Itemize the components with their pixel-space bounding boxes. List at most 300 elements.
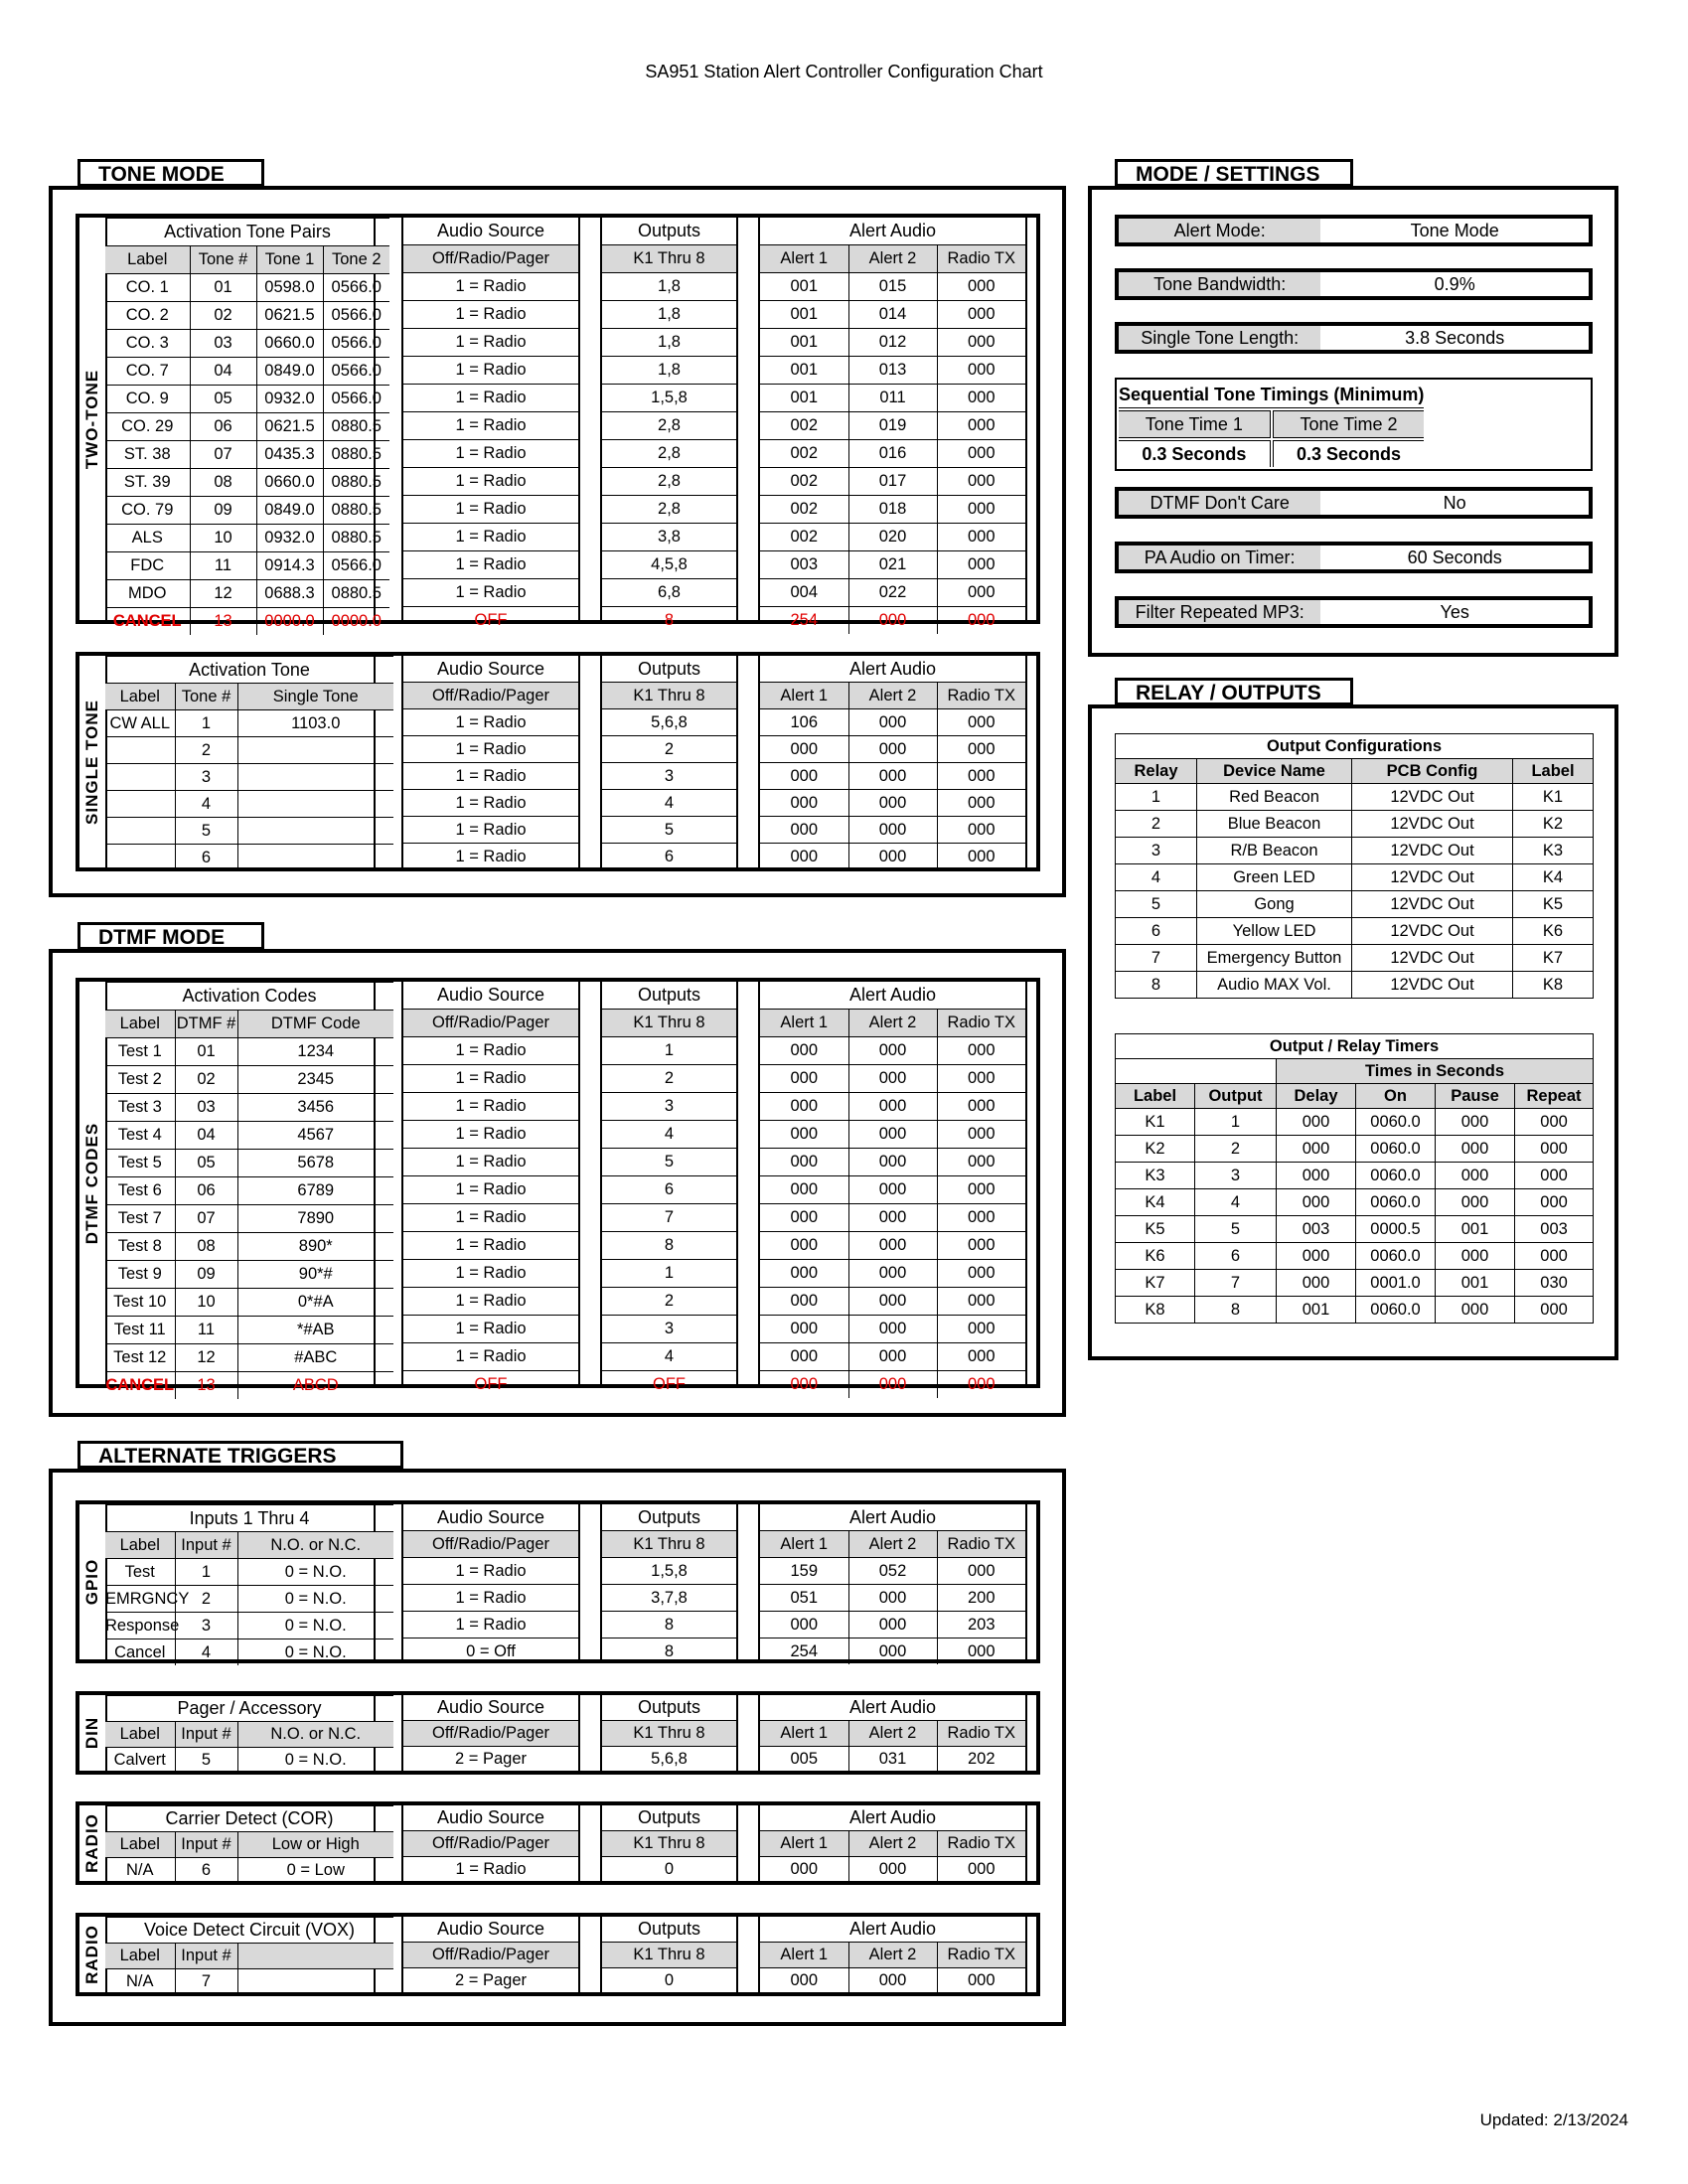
table-cell: CANCEL bbox=[105, 1372, 175, 1400]
alert-audio-block bbox=[758, 218, 1027, 629]
table-cell: 0000.0 bbox=[256, 608, 323, 636]
table-cell: 000 bbox=[760, 1968, 848, 1994]
table-cell: K2 bbox=[1116, 1136, 1195, 1163]
table-cell: 000 bbox=[848, 817, 937, 844]
table-row bbox=[760, 1968, 1025, 1994]
table-cell: K6 bbox=[1116, 1243, 1195, 1270]
table-cell: 09 bbox=[175, 1261, 237, 1289]
table-cell: K2 bbox=[1513, 811, 1594, 838]
single-tone-length-value: 3.8 Seconds bbox=[1405, 328, 1505, 348]
table-row bbox=[602, 1037, 736, 1065]
table-cell: 0880.5 bbox=[323, 413, 389, 441]
activation-col-header: N.O. or N.C. bbox=[237, 1532, 393, 1559]
alert-col-header: Alert 1 bbox=[760, 683, 848, 709]
table-cell: 202 bbox=[937, 1747, 1025, 1773]
table-row bbox=[602, 551, 736, 579]
table-cell: Gong bbox=[1197, 891, 1352, 918]
dtmf-dont-care-setting bbox=[1115, 487, 1593, 519]
table-row bbox=[760, 1857, 1025, 1883]
table-cell: CW ALL bbox=[105, 710, 175, 737]
table-cell: 0 = N.O. bbox=[237, 1559, 393, 1586]
table-cell: 2,8 bbox=[602, 412, 736, 440]
din-group bbox=[76, 1691, 1040, 1775]
two-tone-group bbox=[76, 214, 1040, 630]
group-side-label bbox=[79, 218, 107, 620]
table-cell: 0*#A bbox=[237, 1289, 393, 1317]
table-cell: 1 = Radio bbox=[403, 763, 578, 790]
table-row bbox=[403, 1371, 578, 1399]
activation-col-header: N.O. or N.C. bbox=[237, 1722, 393, 1748]
table-cell: 000 bbox=[1515, 1297, 1594, 1324]
table-cell: 11 bbox=[175, 1317, 237, 1344]
table-cell: 001 bbox=[760, 385, 848, 412]
side-label-text: DTMF CODES bbox=[82, 1122, 101, 1244]
table-cell: 0 = N.O. bbox=[237, 1748, 393, 1774]
table-cell: 000 bbox=[848, 1260, 937, 1288]
table-row bbox=[602, 468, 736, 496]
table-cell: 0849.0 bbox=[256, 497, 323, 525]
table-cell: 000 bbox=[848, 763, 937, 790]
table-cell: 1 = Radio bbox=[403, 1176, 578, 1204]
table-cell: 8 bbox=[1195, 1297, 1277, 1324]
table-row bbox=[105, 274, 389, 302]
table-row bbox=[602, 412, 736, 440]
outputs-block bbox=[600, 982, 738, 1393]
table-row bbox=[403, 385, 578, 412]
table-row bbox=[602, 763, 736, 790]
table-cell: 3 bbox=[602, 1093, 736, 1121]
alert-col-header: Alert 2 bbox=[848, 1721, 937, 1747]
table-row bbox=[602, 1968, 736, 1994]
table-cell: 3 bbox=[1116, 838, 1197, 864]
alert-audio-header: Alert Audio bbox=[760, 1504, 1025, 1531]
table-cell: 5 bbox=[175, 818, 237, 845]
table-cell: 0566.0 bbox=[323, 330, 389, 358]
table-cell: 7890 bbox=[237, 1205, 393, 1233]
side-label-text: RADIO bbox=[82, 1925, 101, 1984]
sequential-tone-timings bbox=[1115, 378, 1593, 471]
table-cell: 4 bbox=[175, 791, 237, 818]
table-cell: 4567 bbox=[237, 1122, 393, 1150]
table-cell: 1,8 bbox=[602, 301, 736, 329]
table-cell: 000 bbox=[848, 1371, 937, 1399]
audio-source-block bbox=[401, 1504, 580, 1659]
outputs-header: Outputs bbox=[602, 1805, 736, 1831]
table-cell: 6 bbox=[602, 844, 736, 870]
output-configurations-title: Output Configurations bbox=[1116, 734, 1594, 759]
audio-source-header: Audio Source bbox=[403, 656, 578, 683]
outputs-block bbox=[600, 1695, 738, 1771]
table-row bbox=[105, 1289, 393, 1317]
alert-col-header: Alert 1 bbox=[760, 1831, 848, 1857]
table-cell: 2,8 bbox=[602, 468, 736, 496]
table-cell: CO. 7 bbox=[105, 358, 190, 386]
table-cell: 1 = Radio bbox=[403, 1065, 578, 1093]
table-cell: 002 bbox=[760, 496, 848, 524]
table-cell: 5,6,8 bbox=[602, 1747, 736, 1773]
side-label-text: SINGLE TONE bbox=[82, 699, 101, 825]
alert-col-header: Alert 2 bbox=[848, 1831, 937, 1857]
table-cell: 05 bbox=[175, 1150, 237, 1177]
outputs-block bbox=[600, 1917, 738, 1992]
table-cell: 1 = Radio bbox=[403, 524, 578, 551]
table-cell: 000 bbox=[760, 1343, 848, 1371]
table-cell: 0849.0 bbox=[256, 358, 323, 386]
activation-col-header: Label bbox=[105, 1832, 175, 1858]
table-cell: 000 bbox=[937, 1968, 1025, 1994]
table-row bbox=[760, 1288, 1025, 1316]
table-cell: 000 bbox=[848, 607, 937, 635]
table-row bbox=[105, 845, 393, 871]
table-row bbox=[602, 1585, 736, 1612]
table-cell: 3456 bbox=[237, 1094, 393, 1122]
outputs-subheader: K1 Thru 8 bbox=[602, 1010, 736, 1037]
audio-source-subheader: Off/Radio/Pager bbox=[403, 1721, 578, 1747]
table-cell: CO. 29 bbox=[105, 413, 190, 441]
outputs-subheader: K1 Thru 8 bbox=[602, 1531, 736, 1558]
activation-block bbox=[105, 656, 376, 867]
table-cell: 12VDC Out bbox=[1352, 891, 1513, 918]
table-cell: R/B Beacon bbox=[1197, 838, 1352, 864]
table-row bbox=[105, 737, 393, 764]
table-row bbox=[602, 357, 736, 385]
table-cell: K5 bbox=[1513, 891, 1594, 918]
table-cell: 000 bbox=[1515, 1189, 1594, 1216]
group-side-label bbox=[79, 982, 107, 1384]
table-row bbox=[105, 302, 389, 330]
table-cell: 000 bbox=[760, 1371, 848, 1399]
alert-col-header: Alert 2 bbox=[848, 245, 937, 273]
table-cell: 1 = Radio bbox=[403, 1288, 578, 1316]
table-row bbox=[403, 329, 578, 357]
table-cell: Blue Beacon bbox=[1197, 811, 1352, 838]
table-row bbox=[105, 1261, 393, 1289]
table-cell: 0060.0 bbox=[1356, 1109, 1436, 1136]
activation-block bbox=[105, 1805, 376, 1881]
tone-bandwidth-label: Tone Bandwidth: bbox=[1119, 272, 1320, 296]
table-cell: 2 bbox=[1116, 811, 1197, 838]
table-cell: 8 bbox=[602, 1638, 736, 1665]
activation-block bbox=[105, 1695, 376, 1771]
table-cell: 0880.5 bbox=[323, 525, 389, 552]
table-cell: 6789 bbox=[237, 1177, 393, 1205]
table-row bbox=[403, 273, 578, 301]
table-cell: 000 bbox=[760, 1093, 848, 1121]
table-cell: CANCEL bbox=[105, 608, 190, 636]
table-cell: 052 bbox=[848, 1558, 937, 1585]
table-cell: 12VDC Out bbox=[1352, 864, 1513, 891]
table-cell: FDC bbox=[105, 552, 190, 580]
outputs-header: Outputs bbox=[602, 1917, 736, 1943]
config-col-header: Label bbox=[1513, 759, 1594, 784]
table-cell bbox=[105, 818, 175, 845]
table-cell: 7 bbox=[602, 1204, 736, 1232]
table-cell: 000 bbox=[760, 844, 848, 870]
table-cell: 0688.3 bbox=[256, 580, 323, 608]
table-row bbox=[1116, 1297, 1594, 1324]
table-cell: 001 bbox=[760, 357, 848, 385]
table-cell: K5 bbox=[1116, 1216, 1195, 1243]
table-cell: 000 bbox=[937, 273, 1025, 301]
table-cell: 0914.3 bbox=[256, 552, 323, 580]
table-row bbox=[760, 1585, 1025, 1612]
single-tone-length-setting bbox=[1115, 322, 1593, 354]
table-cell: ST. 39 bbox=[105, 469, 190, 497]
table-cell: Emergency Button bbox=[1197, 945, 1352, 972]
table-cell: 3 bbox=[602, 763, 736, 790]
table-row bbox=[403, 1857, 578, 1883]
table-cell: 0566.0 bbox=[323, 386, 389, 413]
table-cell: 000 bbox=[937, 412, 1025, 440]
table-cell: 000 bbox=[760, 1204, 848, 1232]
outputs-subheader: K1 Thru 8 bbox=[602, 1831, 736, 1857]
activation-col-header: Label bbox=[105, 1722, 175, 1748]
table-cell: 1103.0 bbox=[237, 710, 393, 737]
table-cell: Test 11 bbox=[105, 1317, 175, 1344]
table-cell: 1 = Radio bbox=[403, 385, 578, 412]
table-cell bbox=[237, 845, 393, 871]
table-cell: 1234 bbox=[237, 1038, 393, 1066]
table-cell: 1 = Radio bbox=[403, 1037, 578, 1065]
table-cell: 000 bbox=[760, 1612, 848, 1638]
table-row bbox=[602, 1093, 736, 1121]
table-cell: 4 bbox=[602, 790, 736, 817]
table-cell: 1 = Radio bbox=[403, 412, 578, 440]
table-row bbox=[760, 468, 1025, 496]
page-title: SA951 Station Alert Controller Configuration Chart bbox=[645, 62, 1043, 81]
timer-col-header: Output bbox=[1195, 1084, 1277, 1109]
table-cell: 8 bbox=[602, 1232, 736, 1260]
table-cell: *#AB bbox=[237, 1317, 393, 1344]
table-cell: 000 bbox=[848, 1638, 937, 1665]
alert-audio-header: Alert Audio bbox=[760, 218, 1025, 245]
table-cell: 2 = Pager bbox=[403, 1968, 578, 1994]
table-cell: 000 bbox=[937, 329, 1025, 357]
table-cell: K3 bbox=[1116, 1163, 1195, 1189]
alert-audio-block bbox=[758, 1917, 1027, 1992]
table-cell: CO. 2 bbox=[105, 302, 190, 330]
table-cell: 000 bbox=[760, 1316, 848, 1343]
table-row bbox=[105, 330, 389, 358]
table-cell: 90*# bbox=[237, 1261, 393, 1289]
pa-audio-timer-label: PA Audio on Timer: bbox=[1119, 546, 1320, 569]
table-cell: 1 = Radio bbox=[403, 1558, 578, 1585]
table-cell: Red Beacon bbox=[1197, 784, 1352, 811]
table-cell: 002 bbox=[760, 412, 848, 440]
alert-mode-label: Alert Mode: bbox=[1119, 219, 1320, 242]
group-side-label bbox=[79, 1805, 107, 1881]
table-row bbox=[760, 1747, 1025, 1773]
table-row bbox=[403, 607, 578, 635]
table-cell: Test 10 bbox=[105, 1289, 175, 1317]
table-row bbox=[760, 412, 1025, 440]
table-cell: 12VDC Out bbox=[1352, 945, 1513, 972]
config-col-header: Relay bbox=[1116, 759, 1197, 784]
table-row bbox=[602, 385, 736, 412]
table-cell: 022 bbox=[848, 579, 937, 607]
table-row bbox=[105, 791, 393, 818]
table-cell: 12VDC Out bbox=[1352, 838, 1513, 864]
table-row bbox=[403, 579, 578, 607]
alert-audio-header: Alert Audio bbox=[760, 656, 1025, 683]
config-col-header: Device Name bbox=[1197, 759, 1352, 784]
table-cell: 0000.5 bbox=[1356, 1216, 1436, 1243]
group-side-label bbox=[79, 1917, 107, 1992]
table-row bbox=[403, 468, 578, 496]
activation-header: Activation Tone bbox=[105, 657, 393, 684]
table-cell: 0621.5 bbox=[256, 302, 323, 330]
table-cell: 000 bbox=[760, 1065, 848, 1093]
table-cell: 3 bbox=[1195, 1163, 1277, 1189]
table-cell: 015 bbox=[848, 273, 937, 301]
table-cell bbox=[237, 764, 393, 791]
table-row bbox=[602, 273, 736, 301]
table-row bbox=[760, 1065, 1025, 1093]
table-cell: K3 bbox=[1513, 838, 1594, 864]
table-cell: 4,5,8 bbox=[602, 551, 736, 579]
table-cell: 0566.0 bbox=[323, 552, 389, 580]
table-cell: 1 bbox=[1116, 784, 1197, 811]
table-row bbox=[403, 1968, 578, 1994]
table-cell: 031 bbox=[848, 1747, 937, 1773]
table-cell: 2 bbox=[175, 737, 237, 764]
table-cell: 000 bbox=[1515, 1163, 1594, 1189]
activation-col-header: DTMF # bbox=[175, 1011, 237, 1038]
table-cell: 000 bbox=[1515, 1109, 1594, 1136]
table-cell: 4 bbox=[175, 1639, 237, 1666]
table-cell: 000 bbox=[1436, 1109, 1515, 1136]
activation-col-header: Input # bbox=[175, 1832, 237, 1858]
table-cell: 000 bbox=[1436, 1297, 1515, 1324]
table-cell: Yellow LED bbox=[1197, 918, 1352, 945]
table-cell bbox=[237, 1969, 393, 1995]
activation-col-header: Tone # bbox=[175, 684, 237, 710]
pa-audio-timer-value: 60 Seconds bbox=[1407, 547, 1502, 567]
table-cell: 1,8 bbox=[602, 357, 736, 385]
table-row bbox=[403, 763, 578, 790]
table-cell: 5,6,8 bbox=[602, 709, 736, 736]
table-row bbox=[602, 1232, 736, 1260]
table-cell: 2 bbox=[602, 1065, 736, 1093]
timer-col-header: Repeat bbox=[1515, 1084, 1594, 1109]
table-row bbox=[760, 709, 1025, 736]
table-cell: 0621.5 bbox=[256, 413, 323, 441]
activation-col-header bbox=[237, 1944, 393, 1969]
table-row bbox=[602, 1371, 736, 1399]
activation-col-header: Label bbox=[105, 1944, 175, 1969]
table-cell: 12VDC Out bbox=[1352, 784, 1513, 811]
table-cell: 02 bbox=[175, 1066, 237, 1094]
table-row bbox=[602, 607, 736, 635]
table-row bbox=[602, 1121, 736, 1149]
table-cell: 000 bbox=[1277, 1163, 1356, 1189]
table-cell: 000 bbox=[848, 1093, 937, 1121]
activation-header: Activation Tone Pairs bbox=[105, 219, 389, 246]
output-relay-timers-title: Output / Relay Timers bbox=[1116, 1034, 1594, 1059]
table-cell: 0060.0 bbox=[1356, 1189, 1436, 1216]
table-cell: 000 bbox=[937, 607, 1025, 635]
table-row bbox=[602, 1343, 736, 1371]
table-cell: K1 bbox=[1116, 1109, 1195, 1136]
table-row bbox=[105, 1586, 393, 1613]
table-cell: Test 1 bbox=[105, 1038, 175, 1066]
activation-block bbox=[105, 1917, 376, 1992]
table-cell: 0932.0 bbox=[256, 525, 323, 552]
outputs-subheader: K1 Thru 8 bbox=[602, 1721, 736, 1747]
table-row bbox=[403, 412, 578, 440]
table-cell: 000 bbox=[937, 1638, 1025, 1665]
table-cell: 8 bbox=[1116, 972, 1197, 999]
output-relay-timers bbox=[1115, 1033, 1593, 1324]
alert-audio-header: Alert Audio bbox=[760, 1805, 1025, 1831]
alert-col-header: Alert 2 bbox=[848, 1531, 937, 1558]
table-row bbox=[403, 1037, 578, 1065]
audio-source-subheader: Off/Radio/Pager bbox=[403, 1531, 578, 1558]
table-row bbox=[602, 1204, 736, 1232]
table-cell: 003 bbox=[1277, 1216, 1356, 1243]
table-row bbox=[105, 1858, 393, 1884]
alert-col-header: Alert 1 bbox=[760, 245, 848, 273]
outputs-subheader: K1 Thru 8 bbox=[602, 683, 736, 709]
table-cell: 12VDC Out bbox=[1352, 972, 1513, 999]
table-row bbox=[602, 1316, 736, 1343]
alert-col-header: Radio TX bbox=[937, 1831, 1025, 1857]
table-cell: Cancel bbox=[105, 1639, 175, 1666]
table-cell: 1 = Radio bbox=[403, 1316, 578, 1343]
table-cell: 6 bbox=[602, 1176, 736, 1204]
alert-audio-block bbox=[758, 1504, 1027, 1659]
table-cell: 1 = Radio bbox=[403, 844, 578, 870]
table-cell: 890* bbox=[237, 1233, 393, 1261]
table-cell: 001 bbox=[760, 329, 848, 357]
output-configurations bbox=[1115, 733, 1593, 999]
alert-audio-block bbox=[758, 982, 1027, 1393]
table-cell: K8 bbox=[1513, 972, 1594, 999]
table-cell: 000 bbox=[937, 579, 1025, 607]
table-cell: 001 bbox=[760, 273, 848, 301]
alert-col-header: Alert 2 bbox=[848, 1943, 937, 1968]
table-cell: 1 = Radio bbox=[403, 1093, 578, 1121]
timer-col-header: Delay bbox=[1277, 1084, 1356, 1109]
mode-settings-tab: MODE / SETTINGS bbox=[1115, 159, 1353, 187]
table-row bbox=[105, 469, 389, 497]
table-cell: 1 = Radio bbox=[403, 709, 578, 736]
table-row bbox=[760, 1612, 1025, 1638]
outputs-header: Outputs bbox=[602, 1504, 736, 1531]
table-cell: 000 bbox=[848, 1857, 937, 1883]
table-cell: 08 bbox=[175, 1233, 237, 1261]
table-cell: 000 bbox=[760, 1149, 848, 1176]
table-cell: 000 bbox=[848, 1585, 937, 1612]
table-cell: N/A bbox=[105, 1858, 175, 1884]
outputs-block bbox=[600, 1805, 738, 1881]
table-row bbox=[760, 844, 1025, 870]
table-cell: 4 bbox=[602, 1121, 736, 1149]
alert-col-header: Radio TX bbox=[937, 1531, 1025, 1558]
table-cell: 0660.0 bbox=[256, 330, 323, 358]
table-row bbox=[760, 1558, 1025, 1585]
activation-col-header: Tone 1 bbox=[256, 246, 323, 274]
table-cell: 1 = Radio bbox=[403, 1612, 578, 1638]
tone-bandwidth-value: 0.9% bbox=[1434, 274, 1475, 294]
table-cell: 0060.0 bbox=[1356, 1163, 1436, 1189]
table-cell: 000 bbox=[760, 736, 848, 763]
table-row bbox=[105, 497, 389, 525]
activation-col-header: Label bbox=[105, 246, 190, 274]
side-label-text: RADIO bbox=[82, 1813, 101, 1873]
alert-col-header: Radio TX bbox=[937, 683, 1025, 709]
table-cell: 0 bbox=[602, 1968, 736, 1994]
